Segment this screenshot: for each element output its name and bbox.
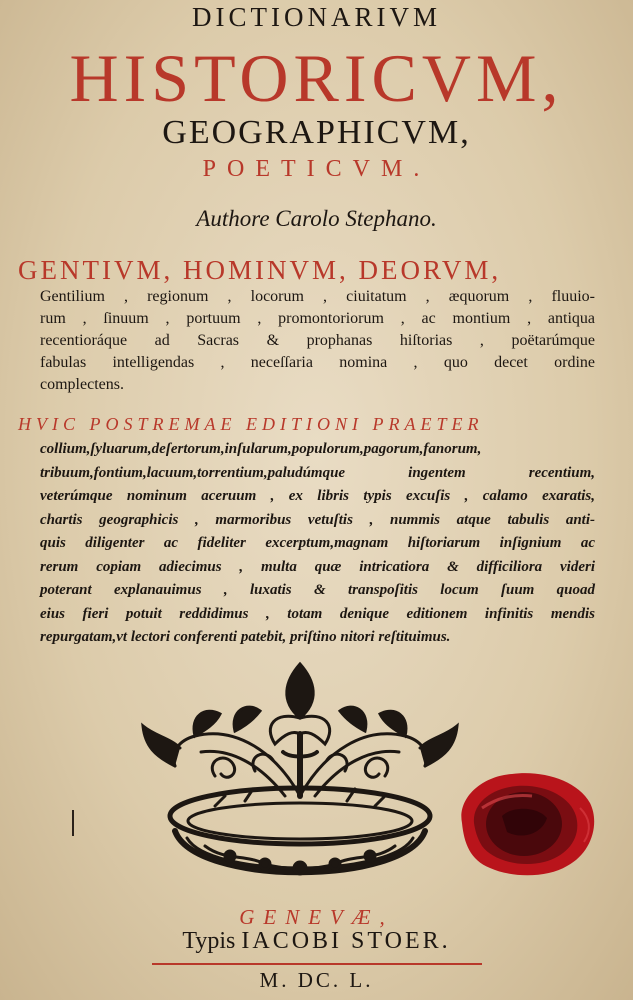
edition-line: chartis geographicis , marmoribus vetuſtis , nummis atque tabulis anti- — [40, 511, 595, 528]
subtitle-line: rum , ſinuum , portuum , promontoriorum , ac montium , antiqua — [40, 310, 595, 327]
edition-line: tribuum,fontium,lacuum,torrentium,paludúmque ingentem recentium, — [40, 464, 595, 481]
edition-line: poterant explanauimus , luxatis & transpoſitis locum ſuum quoad — [40, 582, 595, 598]
imprint-printer: IACOBI STOER. — [241, 928, 451, 954]
imprint-place: GENEVÆ, — [239, 905, 394, 929]
title-line-dictionarium: DICTIONARIVM — [192, 2, 441, 32]
title-line-historicum: HISTORICVM, — [69, 40, 564, 116]
edition-paragraph — [40, 438, 595, 650]
edition-heading: HVIC POSTREMAE EDITIONI PRAETER — [18, 414, 484, 434]
edition-line: repurgatam,vt lectori conferenti patebit, priſtino nitori reſtituimus. — [40, 629, 451, 645]
imprint-printer-line — [0, 928, 633, 955]
wax-seal-icon — [452, 768, 600, 880]
imprint-rule — [152, 963, 482, 965]
subtitle-line: Gentilium , regionum , locorum , ciuitatum , æquorum , fluuio- — [40, 288, 595, 305]
edition-line: collium,ſyluarum,deſertorum,inſularum,populorum,pagorum,fanorum, — [40, 441, 482, 457]
subtitle-line: fabulas intelligendas , neceſſaria nomina , quo decet ordine — [40, 354, 595, 371]
title-line-poeticum: POETICVM. — [202, 156, 431, 182]
crown-ornament-icon — [135, 656, 465, 901]
imprint-typis: Typis — [182, 928, 236, 954]
imprint-year: M. DC. L. — [259, 968, 374, 992]
edition-line: rerum copiam adiecimus , multa quæ intricatiora & difficiliora videri — [40, 558, 595, 575]
subtitle-heading: GENTIVM, HOMINVM, DEORVM, — [18, 255, 502, 285]
title-line-geographicum: GEOGRAPHICVM, — [162, 114, 471, 151]
subtitle-paragraph — [40, 286, 595, 396]
author-line: Authore Carolo Stephano. — [196, 206, 437, 231]
margin-mark — [70, 808, 76, 838]
edition-line: veterúmque nominum aceruum , ex libris typis excuſis , calamo exaratis, — [40, 488, 595, 504]
edition-line: quis diligenter ac fideliter excerptum,magnam hiſtoriarum inſignium ac — [40, 535, 595, 551]
subtitle-line: recentioráque ad Sacras & prophanas hiſtorias , poëtarúmque — [40, 332, 595, 349]
subtitle-line: complectens. — [40, 376, 124, 393]
edition-line: eius fieri potuit reddidimus , totam denique editionem infinitis mendis — [40, 605, 595, 622]
